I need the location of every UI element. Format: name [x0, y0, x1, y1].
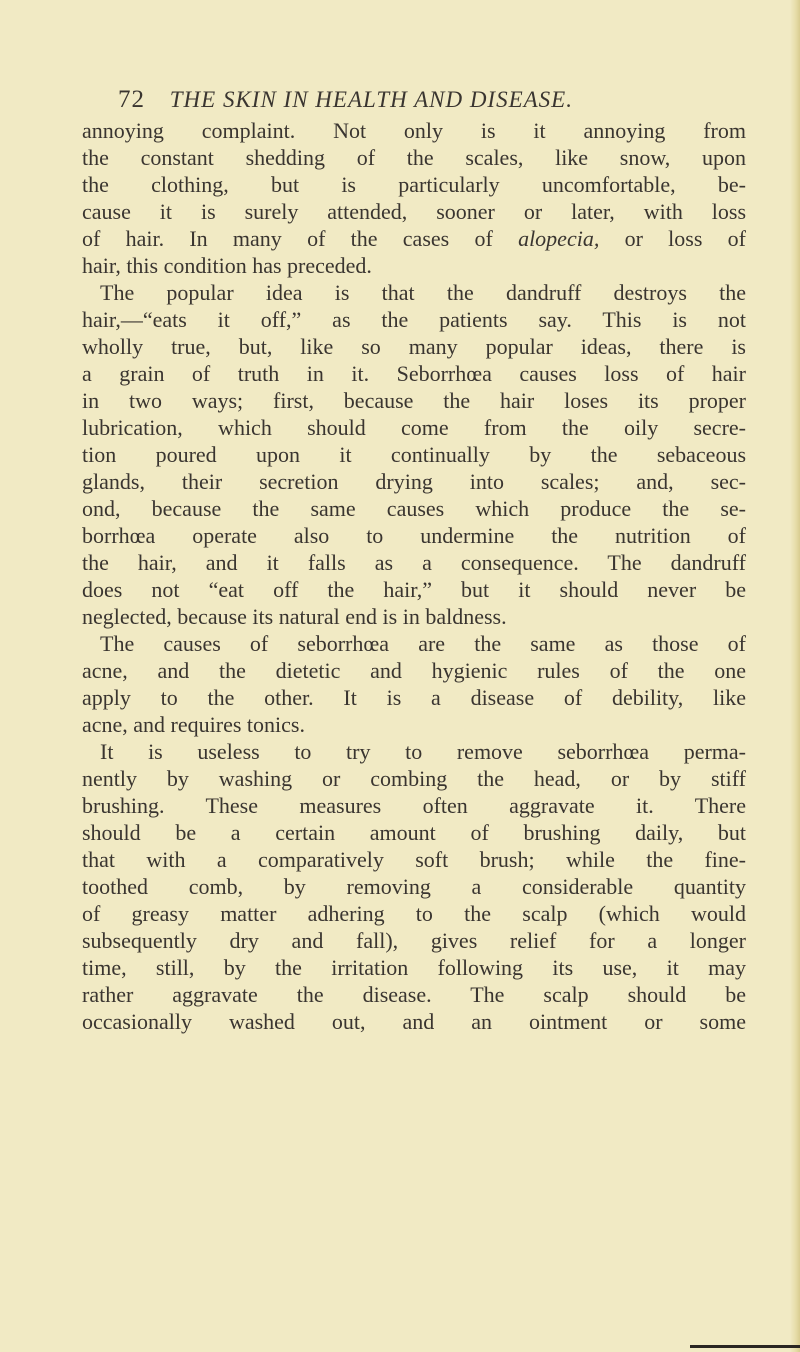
text-line: time, still, by the irritation following its use, it may: [82, 955, 746, 980]
text-line: does not “eat off the hair,” but it should never be: [82, 577, 746, 602]
text-line: nently by washing or combing the head, or by stiff: [82, 766, 746, 791]
text-line: acne, and requires tonics.: [82, 712, 305, 737]
bottom-rule: [690, 1345, 800, 1348]
text-line: of greasy matter adhering to the scalp (which would: [82, 901, 746, 926]
text-fragment: of hair. In many of the cases of: [82, 226, 519, 251]
text-fragment: or loss of: [599, 226, 746, 251]
text-line: tion poured upon it continually by the sebaceous: [82, 442, 746, 467]
text-line: toothed comb, by removing a considerable quantity: [82, 874, 746, 899]
text-line: The popular idea is that the dandruff destroys the: [100, 280, 746, 305]
text-line: annoying complaint. Not only is it annoying from: [82, 118, 746, 143]
text-line: in two ways; first, because the hair loses its proper: [82, 388, 746, 413]
text-line: wholly true, but, like so many popular ideas, there is: [82, 334, 746, 359]
text-line: acne, and the dietetic and hygienic rules of the one: [82, 658, 746, 683]
text-line: should be a certain amount of brushing daily, but: [82, 820, 746, 845]
text-line: apply to the other. It is a disease of debility, like: [82, 685, 746, 710]
text-line: the constant shedding of the scales, like snow, upon: [82, 145, 746, 170]
text-line: subsequently dry and fall), gives relief for a longer: [82, 928, 746, 953]
text-line: neglected, because its natural end is in baldness.: [82, 604, 507, 629]
running-title: THE SKIN IN HEALTH AND DISEASE.: [169, 87, 573, 112]
text-line: glands, their secretion drying into scales; and, sec-: [82, 469, 746, 494]
text-line: It is useless to try to remove seborrhœa perma-: [100, 739, 746, 764]
text-line: lubrication, which should come from the oily secre-: [82, 415, 746, 440]
text-line: borrhœa operate also to undermine the nutrition of: [82, 523, 746, 548]
text-line: cause it is surely attended, sooner or later, with loss: [82, 199, 746, 224]
text-line: that with a comparatively soft brush; while the fine-: [82, 847, 746, 872]
text-line: hair, this condition has preceded.: [82, 253, 372, 278]
text-line: brushing. These measures often aggravate it. There: [82, 793, 746, 818]
page-edge: [790, 0, 800, 1352]
text-line: the hair, and it falls as a consequence. The dandruff: [82, 550, 746, 575]
text-line: The causes of seborrhœa are the same as those of: [100, 631, 746, 656]
text-line: hair,—“eats it off,” as the patients say. This is not: [82, 307, 746, 332]
running-header: [118, 86, 573, 114]
text-line: [82, 225, 746, 252]
page-number: 72: [118, 86, 145, 113]
text-line: ond, because the same causes which produce the se-: [82, 496, 746, 521]
text-line: a grain of truth in it. Seborrhœa causes loss of hair: [82, 361, 746, 386]
text-line: occasionally washed out, and an ointment or some: [82, 1009, 746, 1034]
text-line: the clothing, but is particularly uncomfortable, be-: [82, 172, 746, 197]
italic-term: alopecia,: [518, 226, 600, 251]
text-line: rather aggravate the disease. The scalp should be: [82, 982, 746, 1007]
body-text: [82, 117, 746, 1035]
